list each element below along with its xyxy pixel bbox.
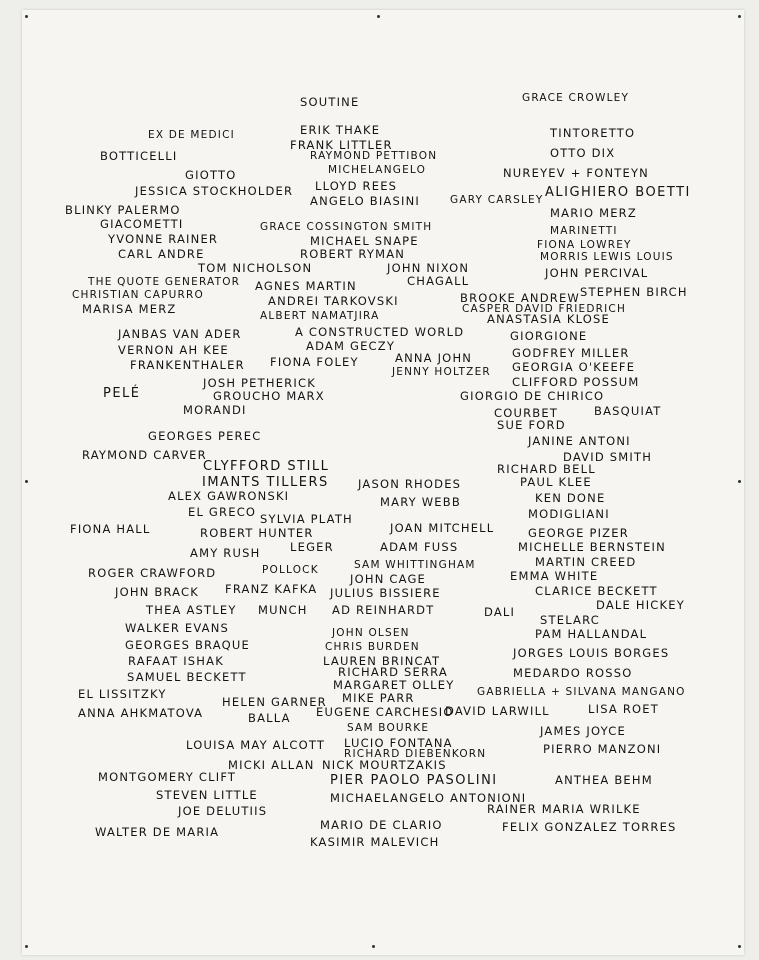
artist-name: AGNES MARTIN	[255, 279, 357, 293]
artist-name: JASON RHODES	[358, 477, 462, 491]
artist-name: ANTHEA BEHM	[555, 773, 653, 787]
artist-name: LAUREN BRINCAT	[323, 654, 441, 668]
artist-name: CLARICE BECKETT	[535, 584, 658, 598]
artist-name: MIKE PARR	[342, 691, 415, 705]
artist-name: MARISA MERZ	[82, 302, 177, 316]
artist-name: MONTGOMERY CLIFT	[98, 770, 237, 784]
artist-name: JESSICA STOCKHOLDER	[135, 184, 294, 198]
artist-name: AMY RUSH	[190, 546, 261, 560]
artist-name: GEORGE PIZER	[528, 526, 629, 540]
artist-name: JOHN NIXON	[387, 261, 470, 275]
artist-name: JOE DELUTIIS	[178, 804, 268, 818]
artist-name: TOM NICHOLSON	[198, 261, 313, 275]
artist-name: DALI	[484, 605, 516, 619]
pin-bottom-left	[25, 945, 28, 948]
artist-name: FIONA LOWREY	[537, 239, 632, 251]
artist-name: PAUL KLEE	[520, 475, 592, 489]
pin-top-left	[25, 15, 28, 18]
artist-name: GABRIELLA + SILVANA MANGANO	[477, 686, 686, 698]
artist-name: NUREYEV + FONTEYN	[503, 166, 649, 180]
artist-name: MARY WEBB	[380, 495, 461, 509]
artist-name: MARTIN CREED	[535, 555, 637, 569]
artist-name: CASPER DAVID FRIEDRICH	[462, 303, 627, 315]
artist-name: A CONSTRUCTED WORLD	[295, 325, 465, 339]
pin-bottom-center	[372, 945, 375, 948]
artist-name: TINTORETTO	[550, 126, 636, 140]
artist-name: PELÉ	[103, 386, 141, 401]
artist-name: ADAM GECZY	[306, 339, 396, 353]
artist-name: LEGER	[290, 540, 334, 554]
pin-top-center	[377, 15, 380, 18]
artist-name: PIER PAOLO PASOLINI	[330, 773, 498, 788]
artist-name: DAVID LARWILL	[445, 704, 550, 718]
artist-name: RAYMOND PETTIBON	[310, 150, 438, 162]
artist-name: MICHELANGELO	[328, 164, 427, 176]
artist-name: GROUCHO MARX	[213, 389, 325, 403]
artist-name: SYLVIA PLATH	[260, 512, 353, 526]
artist-name: FRANKENTHALER	[130, 358, 245, 372]
artist-name: JOAN MITCHELL	[390, 521, 495, 535]
artist-name: GEORGIA O'KEEFE	[512, 360, 636, 374]
artist-name: THE QUOTE GENERATOR	[88, 276, 241, 288]
pin-top-right	[738, 15, 741, 18]
artist-name: RICHARD DIEBENKORN	[344, 748, 487, 760]
artist-name: GARY CARSLEY	[450, 194, 544, 206]
artist-name: GRACE CROWLEY	[522, 92, 630, 104]
artist-name: NICK MOURTZAKIS	[322, 758, 447, 772]
artist-name: BOTTICELLI	[100, 149, 178, 163]
artist-name: COURBET	[494, 406, 559, 420]
artist-name: JOHN OLSEN	[332, 627, 410, 639]
artist-name: MARIO MERZ	[550, 206, 637, 220]
artist-name: MORRIS LEWIS LOUIS	[540, 251, 674, 263]
artist-name: MARIO DE CLARIO	[320, 818, 443, 832]
artist-name: MEDARDO ROSSO	[513, 666, 633, 680]
artist-name: EL LISSITZKY	[78, 687, 167, 701]
artist-name: GIACOMETTI	[100, 217, 184, 231]
artist-name: ANNA AHKMATOVA	[78, 706, 204, 720]
artist-name: KASIMIR MALEVICH	[310, 835, 440, 849]
artist-name: GIOTTO	[185, 168, 237, 182]
artist-name: AD REINHARDT	[332, 603, 435, 617]
artist-name: MICKI ALLAN	[228, 758, 315, 772]
pin-bottom-right	[738, 945, 741, 948]
artist-name: JAMES JOYCE	[540, 724, 626, 738]
artist-name: MARGARET OLLEY	[333, 678, 455, 692]
artist-name: JULIUS BISSIERE	[330, 586, 441, 600]
artist-name: ANNA JOHN	[395, 351, 473, 365]
artist-name: YVONNE RAINER	[108, 232, 219, 246]
artist-name: ERIK THAKE	[300, 123, 381, 137]
artist-name: RICHARD BELL	[497, 462, 596, 476]
artist-name: LISA ROET	[588, 702, 659, 716]
artist-name: ALBERT NAMATJIRA	[260, 310, 380, 322]
artist-name: GIORGIO DE CHIRICO	[460, 389, 605, 403]
artist-name: GRACE COSSINGTON SMITH	[260, 221, 433, 233]
pin-mid-right	[738, 480, 741, 483]
artist-name: RICHARD SERRA	[338, 665, 448, 679]
artist-name: JOHN BRACK	[115, 585, 199, 599]
pin-mid-left	[25, 480, 28, 483]
artist-name: CLYFFORD STILL	[203, 459, 330, 474]
artist-name: JOSH PETHERICK	[203, 376, 316, 390]
artist-name: BALLA	[248, 711, 291, 725]
artist-name: LOUISA MAY ALCOTT	[186, 738, 326, 752]
artist-name: MICHAEL SNAPE	[310, 234, 419, 248]
artist-name: CHRIS BURDEN	[325, 641, 420, 653]
artist-name: PAM HALLANDAL	[535, 627, 648, 641]
artist-name: OTTO DIX	[550, 146, 616, 160]
artist-name: JOHN PERCIVAL	[545, 266, 649, 280]
artist-name: RAYMOND CARVER	[82, 448, 207, 462]
artist-name: RAFAAT ISHAK	[128, 654, 224, 668]
artist-name: JANBAS VAN ADER	[118, 327, 242, 341]
artist-name: ROGER CRAWFORD	[88, 566, 217, 580]
artist-name: FRANZ KAFKA	[225, 582, 318, 596]
artist-name: ADAM FUSS	[380, 540, 459, 554]
artist-name: RAINER MARIA WRILKE	[487, 802, 641, 816]
artist-name: FRANK LITTLER	[290, 138, 393, 152]
artist-name: CARL ANDRE	[118, 247, 205, 261]
artist-name: WALTER DE MARIA	[95, 825, 220, 839]
artist-name: PIERRO MANZONI	[543, 742, 662, 756]
artist-name: CHRISTIAN CAPURRO	[72, 289, 204, 301]
artist-name: DAVID SMITH	[563, 450, 653, 464]
artist-name: MICHAELANGELO ANTONIONI	[330, 791, 527, 805]
artist-name: STEPHEN BIRCH	[580, 285, 688, 299]
artist-name: BROOKE ANDREW	[460, 291, 580, 305]
artist-name: FELIX GONZALEZ TORRES	[502, 820, 677, 834]
artist-name: BASQUIAT	[594, 404, 662, 418]
artist-name: EUGENE CARCHESIO	[316, 705, 454, 719]
artist-name: FIONA HALL	[70, 522, 151, 536]
artist-name: ALIGHIERO BOETTI	[545, 185, 691, 200]
artist-name: ROBERT HUNTER	[200, 526, 314, 540]
artist-name: MICHELLE BERNSTEIN	[518, 540, 666, 554]
artist-name: EMMA WHITE	[510, 569, 599, 583]
artist-name: GEORGES PEREC	[148, 429, 262, 443]
artist-name: SAM WHITTINGHAM	[354, 559, 476, 571]
artist-name: POLLOCK	[262, 564, 319, 576]
artist-name: LLOYD REES	[315, 179, 398, 193]
artist-name: SAMUEL BECKETT	[127, 670, 247, 684]
artist-name: THEA ASTLEY	[146, 603, 237, 617]
artist-name: MARINETTI	[550, 225, 618, 237]
artist-name: STELARC	[540, 613, 600, 627]
artist-name: STEVEN LITTLE	[156, 788, 258, 802]
artist-name: MODIGLIANI	[528, 507, 610, 521]
artist-name: JENNY HOLTZER	[392, 366, 491, 378]
artist-name: EX DE MEDICI	[148, 129, 235, 141]
artist-name: SAM BOURKE	[347, 722, 430, 734]
artist-name: BLINKY PALERMO	[65, 203, 181, 217]
artist-name: MORANDI	[183, 403, 247, 417]
artist-name: SOUTINE	[300, 95, 360, 109]
artist-name: ANGELO BIASINI	[310, 194, 420, 208]
artist-name: ANDREI TARKOVSKI	[268, 294, 399, 308]
artist-name: DALE HICKEY	[596, 598, 685, 612]
artist-name: KEN DONE	[535, 491, 606, 505]
artist-name: MUNCH	[258, 603, 308, 617]
artist-name: ROBERT RYMAN	[300, 247, 406, 261]
artist-name: SUE FORD	[497, 418, 566, 432]
artist-name: GODFREY MILLER	[512, 346, 630, 360]
artist-name: CLIFFORD POSSUM	[512, 375, 640, 389]
artist-name: CHAGALL	[407, 274, 470, 288]
artist-name: ANASTASIA KLOSE	[487, 312, 611, 326]
artist-name: JANINE ANTONI	[528, 434, 631, 448]
artist-name: HELEN GARNER	[222, 695, 327, 709]
artist-name: WALKER EVANS	[125, 621, 230, 635]
artist-name: VERNON AH KEE	[118, 343, 229, 357]
artist-name: GIORGIONE	[510, 329, 588, 343]
artist-name: JORGES LOUIS BORGES	[513, 646, 670, 660]
artist-name: IMANTS TILLERS	[202, 475, 329, 490]
artist-name: GEORGES BRAQUE	[125, 638, 250, 652]
artist-name: FIONA FOLEY	[270, 355, 359, 369]
artist-name: LUCIO FONTANA	[344, 736, 453, 750]
artist-name: EL GRECO	[188, 505, 257, 519]
artist-name: JOHN CAGE	[350, 572, 427, 586]
artist-name: ALEX GAWRONSKI	[168, 489, 290, 503]
